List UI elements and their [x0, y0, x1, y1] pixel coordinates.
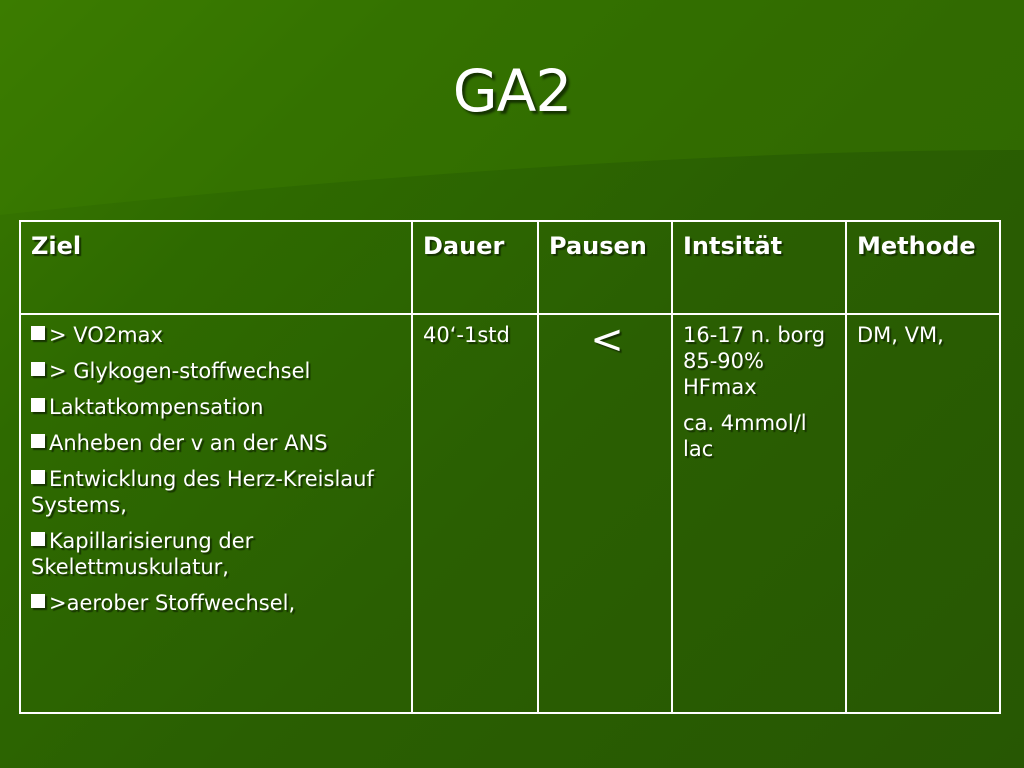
cell-dauer	[412, 314, 538, 713]
square-bullet-icon	[31, 362, 45, 376]
methode-value: DM, VM,	[857, 323, 944, 347]
list-item: Laktatkompensation	[31, 394, 405, 420]
pausen-value: <	[590, 317, 624, 363]
header-ziel: Ziel	[20, 221, 412, 314]
content-table	[19, 220, 1001, 714]
square-bullet-icon	[31, 434, 45, 448]
table-row	[20, 314, 1000, 713]
header-pausen: Pausen	[538, 221, 672, 314]
dauer-value: 40‘-1std	[423, 323, 510, 347]
list-item: Entwicklung des Herz-Kreislauf Systems,	[31, 467, 374, 517]
header-intensitaet: Intsität	[672, 221, 846, 314]
cell-intensitaet	[672, 314, 846, 713]
list-item: >aerober Stoffwechsel,	[31, 590, 405, 616]
cell-methode	[846, 314, 1000, 713]
square-bullet-icon	[31, 398, 45, 412]
cell-pausen	[538, 314, 672, 713]
header-methode: Methode	[846, 221, 1000, 314]
list-item: Kapillarisierung der Skelettmuskulatur,	[31, 529, 254, 579]
square-bullet-icon	[31, 594, 45, 608]
slide-title: GA2	[452, 57, 572, 125]
list-item: Anheben der v an der ANS	[31, 430, 405, 456]
header-dauer: Dauer	[412, 221, 538, 314]
list-item: > VO2max	[31, 322, 405, 348]
square-bullet-icon	[31, 532, 45, 546]
square-bullet-icon	[31, 470, 45, 484]
square-bullet-icon	[31, 326, 45, 340]
intensitaet-line: ca. 4mmol/l lac	[683, 411, 807, 461]
intensitaet-line: 16-17 n. borg 85-90% HFmax	[683, 323, 826, 399]
cell-ziel	[20, 314, 412, 713]
list-item: > Glykogen-stoffwechsel	[31, 358, 405, 384]
table-header-row	[20, 221, 1000, 314]
